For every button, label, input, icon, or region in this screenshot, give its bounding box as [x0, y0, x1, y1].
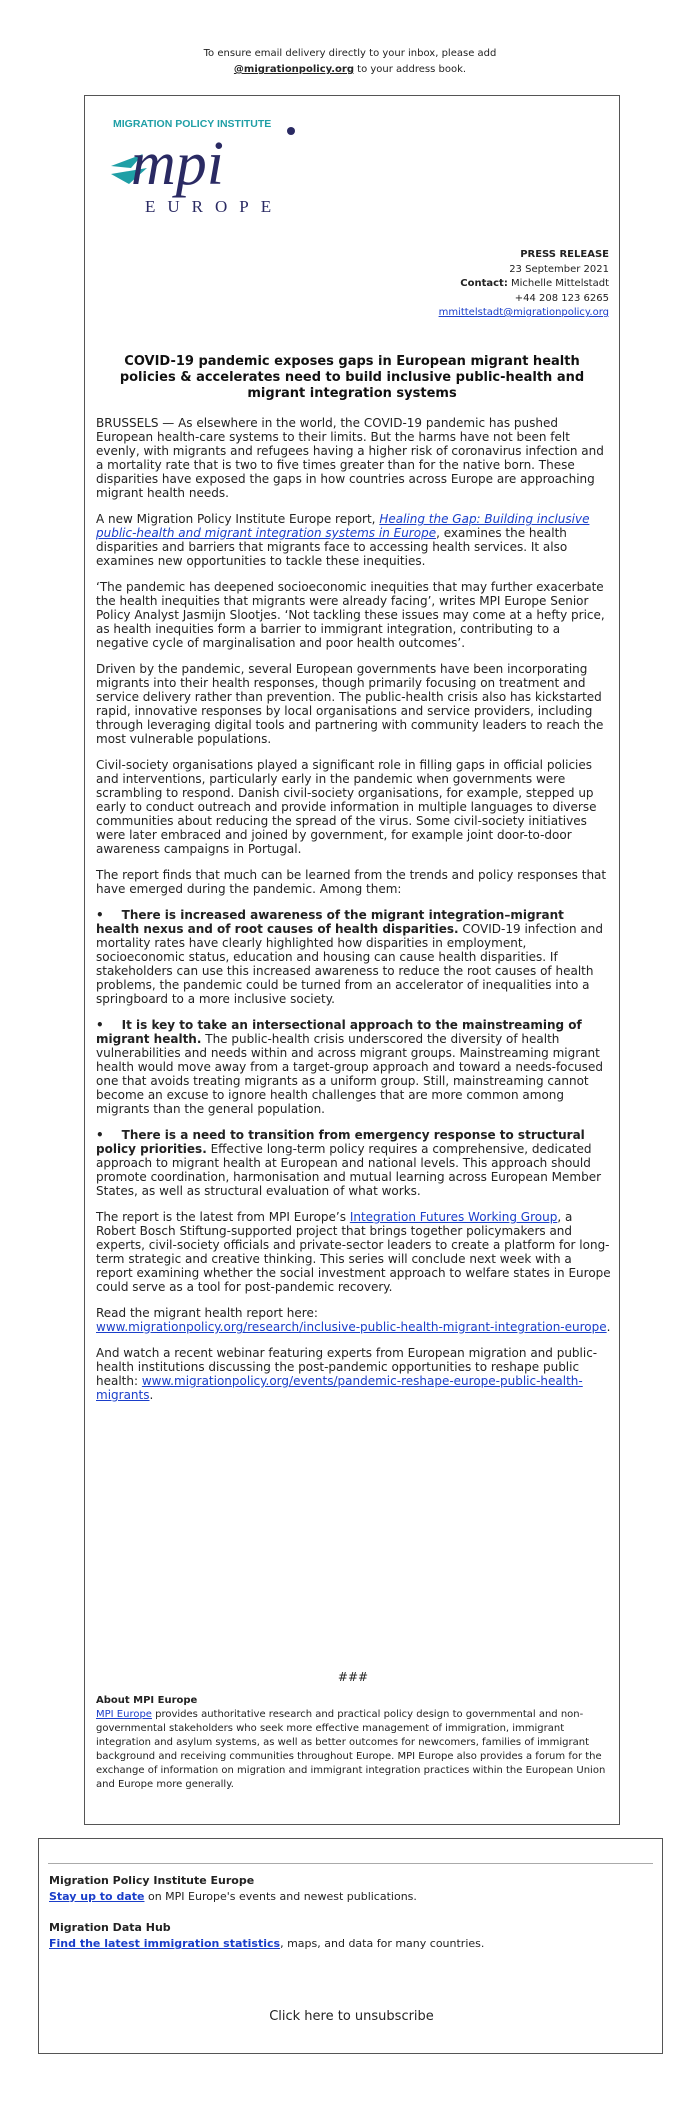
paragraph-2-tail: , examines the health disparities and barriers that migrants face to accessing health services. It also examines new opportunities to tackle these inequities. — [96, 526, 568, 568]
footer-data-hub-text: , maps, and data for many countries. — [280, 1937, 485, 1950]
paragraph-7-lead: The report is the latest from MPI Europe’s — [96, 1210, 350, 1224]
press-contact — [439, 277, 609, 292]
footer-divider — [48, 1863, 653, 1864]
bullet-2-lead: It is key to take an intersectional approach to the mainstreaming of migrant health. — [96, 1018, 582, 1046]
immigration-statistics-link[interactable]: Find the latest immigration statistics — [49, 1937, 281, 1950]
footer-card — [38, 1838, 663, 2054]
press-release-date: 23 September 2021 — [509, 263, 609, 275]
bullet-2-text: The public-health crisis underscored the diversity of health vulnerabilities and needs within and across migrant groups. Mainstreaming migrant health would move away from a target-group approach and toward a needs-focused one that avoids treating migrants as a uniform group. Still, mainstreaming cannot become an excuse to ignore health challenges that are more common among migrants than the general population. — [96, 1032, 603, 1116]
logo-institute-name: MIGRATION POLICY INSTITUTE — [113, 118, 272, 130]
preheader — [0, 46, 700, 78]
paragraph-2-lead: A new Migration Policy Institute Europe report, — [96, 512, 380, 526]
preheader-line-1: To ensure email delivery directly to your inbox, please add — [203, 48, 497, 59]
paragraph-2 — [96, 512, 611, 568]
footer-data-hub-title: Migration Data Hub — [49, 1921, 171, 1934]
paragraph-8-lead: Read the migrant health report here: — [96, 1306, 318, 1320]
bullet-1 — [96, 908, 611, 1006]
footer-mpi-europe-text: on MPI Europe's events and newest publications. — [144, 1890, 417, 1903]
press-release-block — [439, 248, 609, 321]
headline: COVID-19 pandemic exposes gaps in European migrant health policies & accelerates need to build inclusive public-health and migrant integration systems — [119, 354, 585, 401]
paragraph-3: ‘The pandemic has deepened socioeconomic inequities that may further exacerbate the health inequities that migrants were already facing’, writes MPI Europe Senior Policy Analyst Jasmijn Slootjes. ‘Not tackling these issues may come at a hefty price, as health inequities form a barrier to immigrant integration, contributing to a negative cycle of marginalisation and poor health outcomes’. — [96, 580, 605, 650]
about-mpi-europe-link[interactable]: MPI Europe — [96, 1709, 152, 1720]
bullet-symbol: • — [96, 1128, 104, 1142]
bullet-3 — [96, 1128, 611, 1198]
footer-mpi-europe-title: Migration Policy Institute Europe — [49, 1874, 255, 1887]
paragraph-9 — [96, 1346, 611, 1402]
about-section — [96, 1694, 608, 1792]
logo-region: EUROPE — [145, 197, 284, 214]
contact-label: Contact: — [460, 278, 508, 289]
mpi-europe-logo-graphic — [109, 116, 319, 214]
preheader-line-2 — [0, 62, 700, 78]
press-release-card — [84, 95, 620, 1825]
article-body — [96, 416, 611, 1414]
report-link[interactable]: Healing the Gap: Building inclusive public-health and migrant integration systems in Europe — [96, 512, 590, 540]
bullet-symbol: • — [96, 1018, 104, 1032]
about-title: About MPI Europe — [96, 1695, 198, 1706]
footer-mpi-europe — [49, 1873, 649, 1905]
about-text: provides authoritative research and practical policy design to governmental and non-governmental stakeholders who seek more effective management of immigration, immigrant integration and asylum systems, as well as better outcomes for newcomers, families of immigrant background and receiving communities throughout Europe. MPI Europe also provides a forum for the exchange of information on migration and immigrant integration practices within the European Union and Europe more generally. — [96, 1709, 606, 1790]
paragraph-5: Civil-society organisations played a significant role in filling gaps in official policies and interventions, particularly early in the pandemic when governments were scrambling to respond. Danish civil-society organisations, for example, stepped up early to conduct outreach and provide information in multiple languages to diverse communities about reducing the spread of the virus. Some civil-society initiatives were later embraced and joined by government, for example joint door-to-door awareness campaigns in Portugal. — [96, 758, 597, 856]
paragraph-7 — [96, 1210, 611, 1294]
preheader-line-2-suffix: to your address book. — [353, 64, 467, 75]
end-separator: ### — [337, 1670, 369, 1684]
bullet-1-lead: There is increased awareness of the migrant integration–migrant health nexus and of root causes of health disparities. — [96, 908, 564, 936]
stay-up-to-date-link[interactable]: Stay up to date — [49, 1890, 145, 1903]
logo-wordmark: mpi — [131, 130, 224, 198]
report-url-link[interactable]: www.migrationpolicy.org/research/inclusive-public-health-migrant-integration-europe — [96, 1320, 607, 1334]
paragraph-4: Driven by the pandemic, several European governments have been incorporating migrants into their health responses, though primarily focusing on treatment and service delivery rather than prevention. The public-health crisis also has kickstarted rapid, innovative responses by local organisations and service providers, including through leveraging digital tools and partnering with community leaders to reach the most vulnerable populations. — [96, 662, 604, 746]
bullet-1-text: COVID-19 infection and mortality rates have clearly highlighted how disparities in employment, socioeconomic status, education and housing can cause health disparities. If stakeholders can use this increased awareness to reduce the root causes of health problems, the pandemic could be turned from an accelerator of inequalities into a springboard to a more inclusive society. — [96, 922, 603, 1006]
paragraph-9-lead: And watch a recent webinar featuring experts from European migration and public-health institutions discussing the post-pandemic opportunities to reshape public health: — [96, 1346, 598, 1388]
logo-i-dot — [287, 127, 295, 135]
webinar-url-link[interactable]: www.migrationpolicy.org/events/pandemic-reshape-europe-public-health-migrants — [96, 1374, 583, 1402]
preheader-address-link[interactable]: @migrationpolicy.org — [233, 64, 354, 75]
paragraph-7-tail: , a Robert Bosch Stiftung-supported project that brings together policymakers and experts, civil-society officials and private-sector leaders to create a platform for long-term strategic and creative thinking. This series will conclude next week with a report examining whether the social investment approach to welfare states in Europe could serve as a tool for post-pandemic recovery. — [96, 1210, 611, 1294]
contact-email-link[interactable]: mmittelstadt@migrationpolicy.org — [438, 307, 609, 318]
bullet-symbol: • — [96, 908, 104, 922]
paragraph-8-tail: . — [606, 1320, 611, 1334]
contact-name: Michelle Mittelstadt — [507, 278, 609, 289]
paragraph-1: BRUSSELS — As elsewhere in the world, the COVID-19 pandemic has pushed European health-care systems to their limits. But the harms have not been felt evenly, with migrants and refugees having a higher risk of coronavirus infection and a mortality rate that is two to five times greater than for the native born. These disparities have exposed the gaps in how countries across Europe are approaching migrant health needs. — [96, 416, 604, 500]
paragraph-9-tail: . — [149, 1388, 154, 1402]
press-release-label: PRESS RELEASE — [520, 249, 609, 260]
bullet-2 — [96, 1018, 611, 1116]
bullet-3-lead: There is a need to transition from emergency response to structural policy priorities. — [96, 1128, 585, 1156]
unsubscribe-link[interactable]: Click here to unsubscribe — [269, 2009, 434, 2024]
mpi-europe-logo — [109, 116, 319, 214]
paragraph-8 — [96, 1306, 611, 1334]
bullet-3-text: Effective long-term policy requires a comprehensive, dedicated approach to migrant health at European and national levels. This approach should promote coordination, harmonisation and mutual learning across European Member States, as well as structural evaluation of what works. — [96, 1142, 602, 1198]
contact-phone: +44 208 123 6265 — [514, 292, 609, 304]
paragraph-6: The report finds that much can be learned from the trends and policy responses that have emerged during the pandemic. Among them: — [96, 868, 607, 896]
footer-data-hub — [49, 1920, 649, 1952]
working-group-link[interactable]: Integration Futures Working Group — [349, 1210, 558, 1224]
